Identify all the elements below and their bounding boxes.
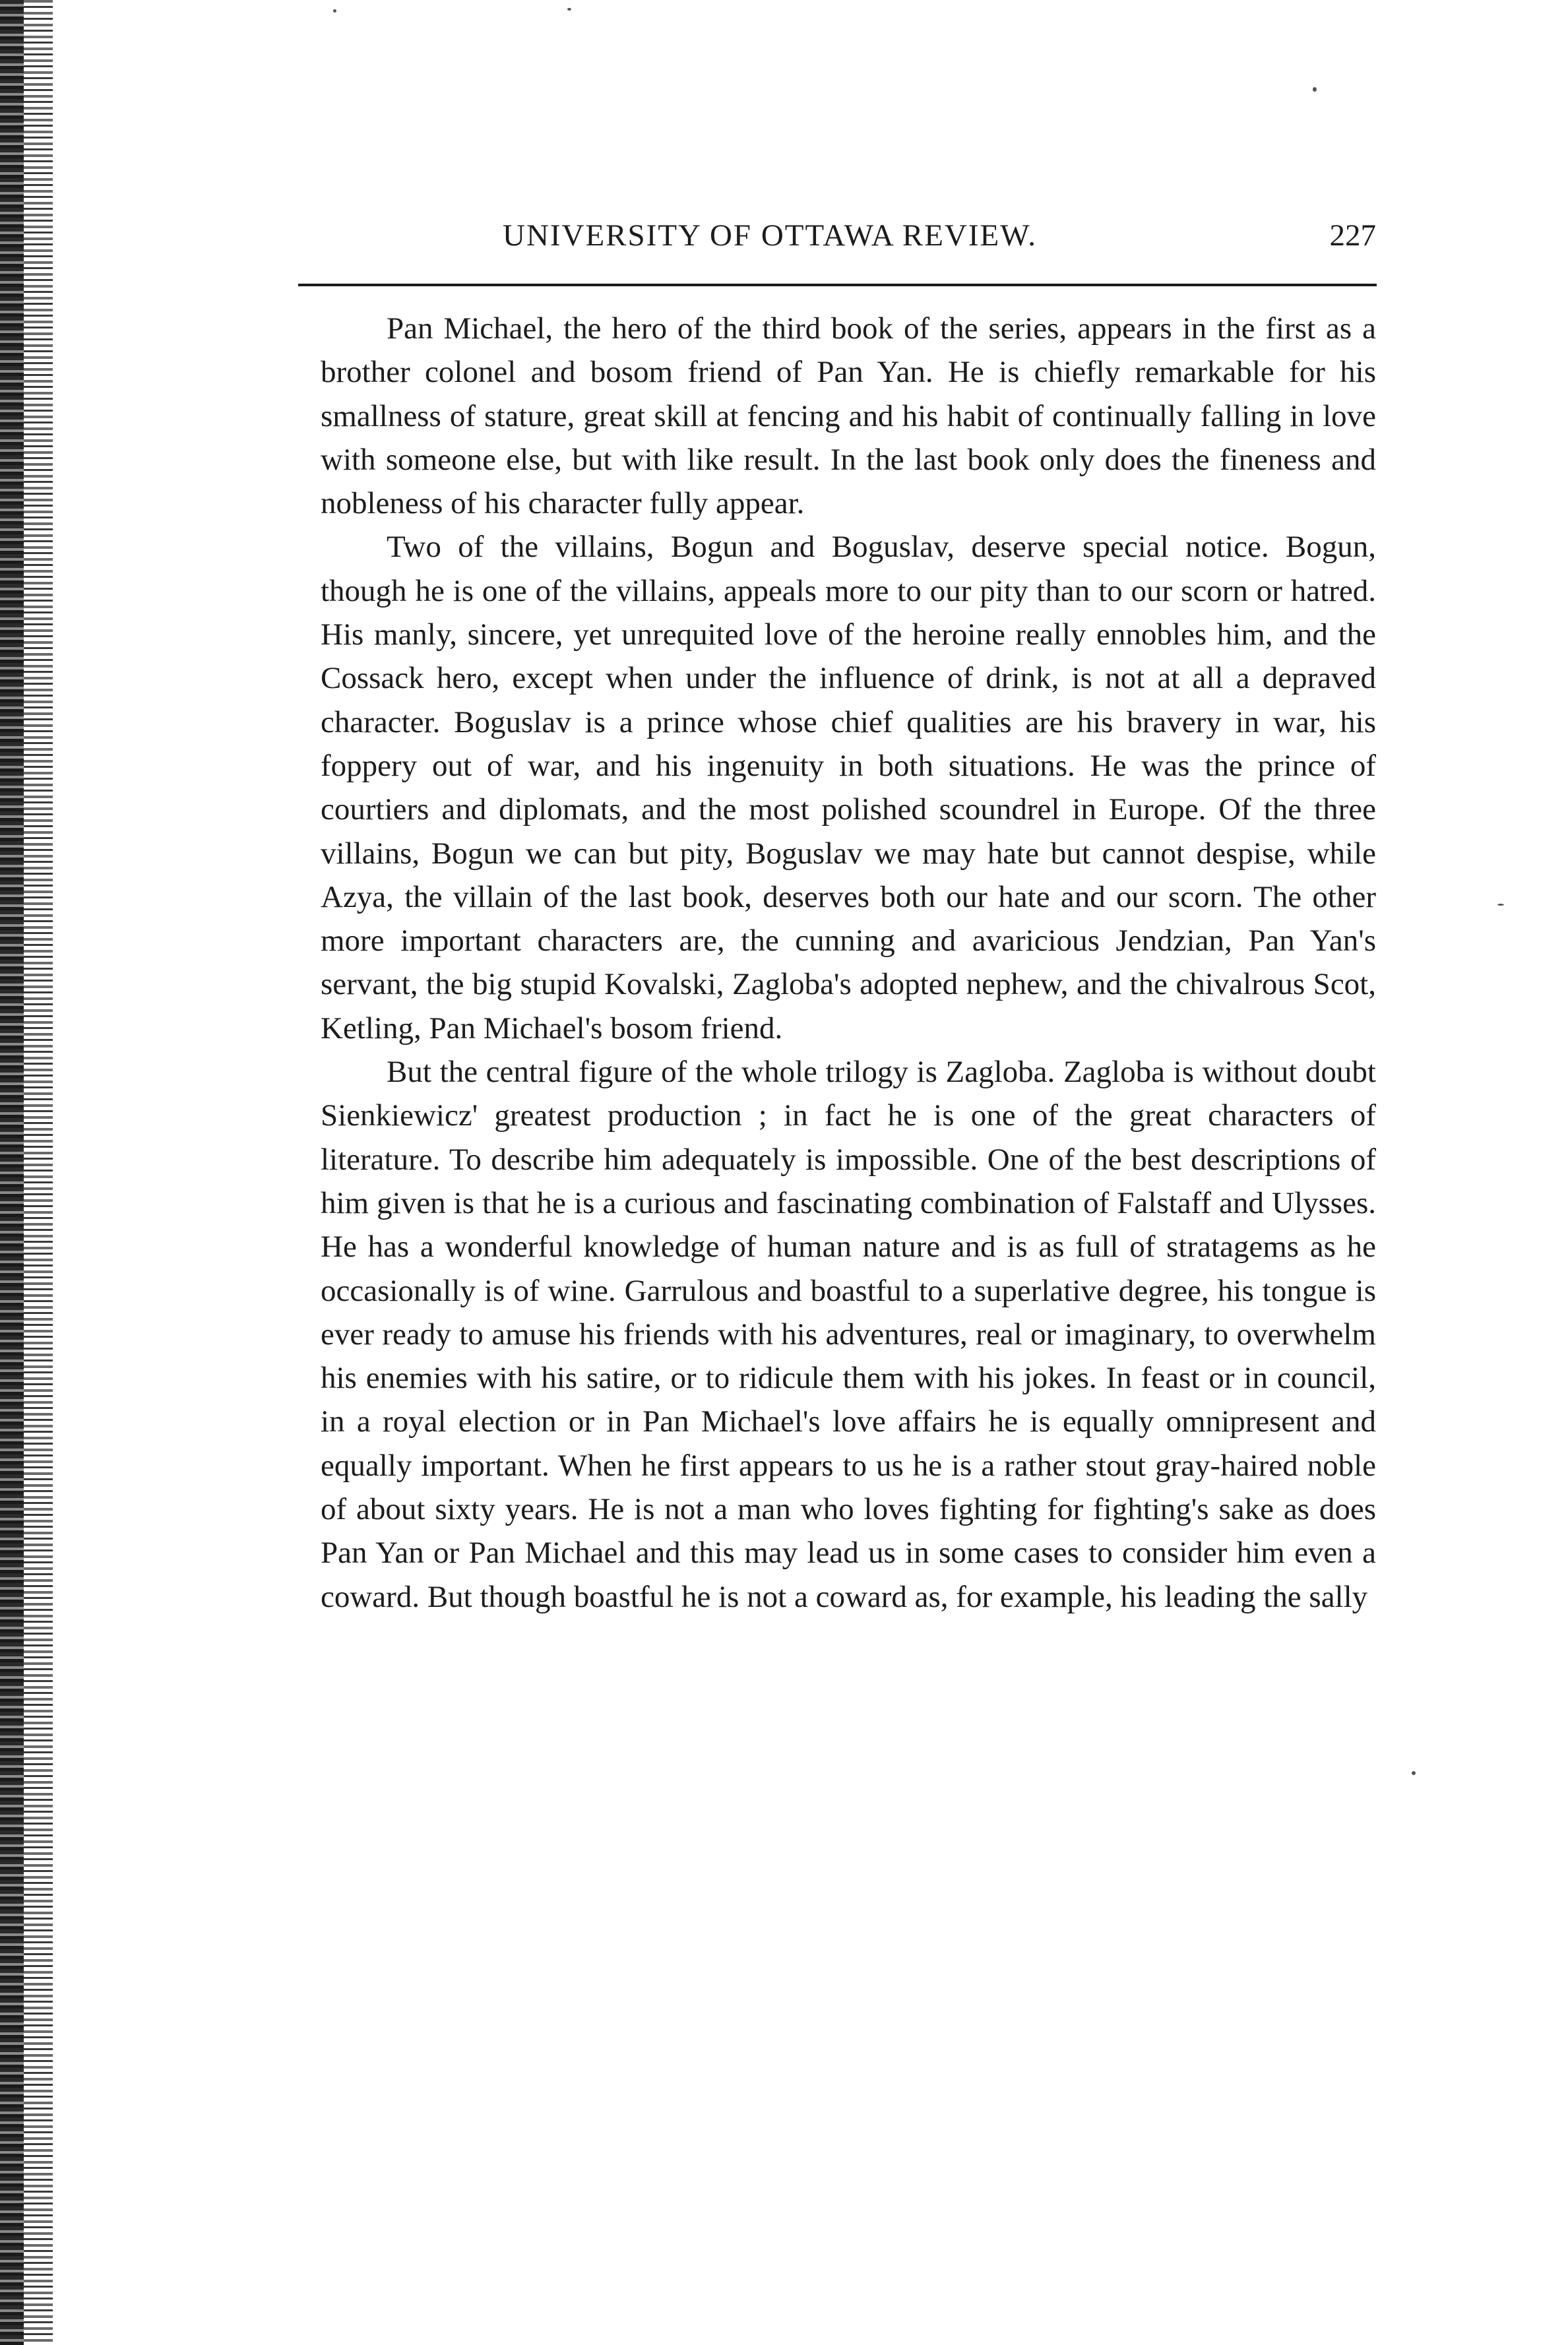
page-binding-edge [0,0,53,2345]
scan-speck [1497,904,1504,906]
article-body [321,307,1376,1619]
running-header [321,218,1376,270]
page-number: 227 [1329,218,1376,253]
scan-speck [1412,1771,1416,1775]
scan-speck [333,9,336,13]
paragraph-zagloba: But the central figure of the whole trilogy is Zagloba. Zagloba is without doubt Sienkiewicz' greatest production ; in fact he is one of the great characters of literature. To describe him adequately is impossible. One of the best descriptions of him given is that he is a curious and fascinating combination of Falstaff and Ulysses. He has a wonderful knowledge of human nature and is as full of stratagems as he occasionally is of wine. Garrulous and boastful to a superlative degree, his tongue is ever ready to amuse his friends with his adventures, real or imaginary, to overwhelm his enemies with his satire, or to ridicule them with his jokes. In feast or in council, in a royal election or in Pan Michael's love affairs he is equally omnipresent and equally important. When he first appears to us he is a rather stout gray-haired noble of about sixty years. He is not a man who loves fighting for fighting's sake as does Pan Yan or Pan Michael and this may lead us in some cases to consider him even a coward. But though boastful he is not a coward as, for example, his leading the sally [321,1055,1376,1614]
scan-speck [1313,87,1317,92]
scan-speck [567,8,571,11]
header-rule [298,284,1377,286]
paragraph-villains: Two of the villains, Bogun and Boguslav, deserve special notice. Bogun, though he is one of the villains, appeals more to our pity than to our scorn or hatred. His manly, sincere, yet unrequited love of the heroine really ennobles him, and the Cossack hero, except when under the influence of drink, is not at all a depraved character. Boguslav is a prince whose chief qualities are his bravery in war, his foppery out of war, and his ingenuity in both situations. He was the prince of courtiers and diplomats, and the most polished scoundrel in Europe. Of the three villains, Bogun we can but pity, Boguslav we may hate but cannot despise, while Azya, the villain of the last book, deserves both our hate and our scorn. The other more important characters are, the cunning and avaricious Jendzian, Pan Yan's servant, the big stupid Kovalski, Zagloba's adopted nephew, and the chivalrous Scot, Ketling, Pan Michael's bosom friend. [321,530,1376,1046]
running-title: UNIVERSITY OF OTTAWA REVIEW. [503,218,1037,253]
paragraph-pan-michael: Pan Michael, the hero of the third book of the series, appears in the first as a brother colonel and bosom friend of Pan Yan. He is chiefly remarkable for his smallness of stature, great skill at fencing and his habit of continually falling in love with someone else, but with like result. In the last book only does the fineness and nobleness of his character fully appear. [321,311,1376,521]
